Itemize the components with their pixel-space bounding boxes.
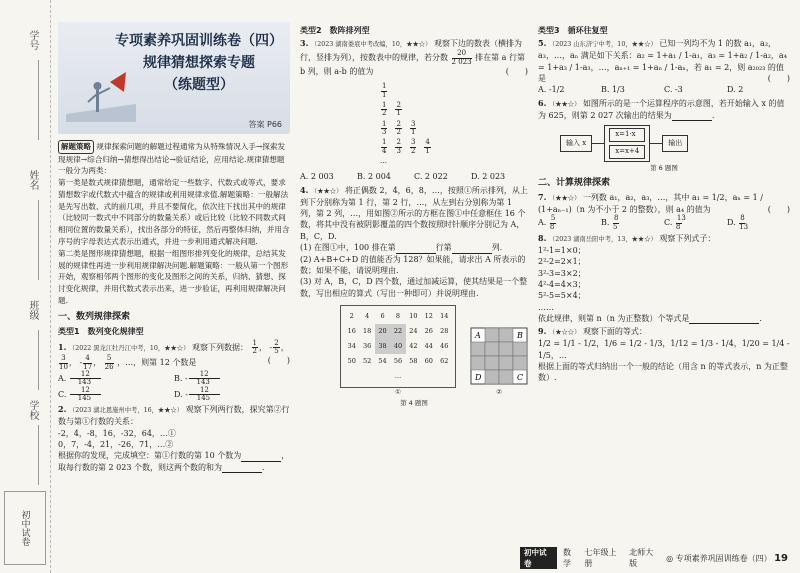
equation-line: 1²-1=1×0； — [538, 245, 586, 255]
question-text: ，…，则第 12 个数是 — [117, 358, 197, 368]
answer-paren: ( ) — [267, 356, 290, 366]
grid-cell: 44 — [424, 341, 433, 350]
grid-cell: 40 — [390, 339, 405, 354]
option-c[interactable]: C. $\frac{13}{8}$ — [664, 214, 686, 231]
question-text: 观察下面的等式： — [582, 327, 647, 337]
title-line3: （练题型） — [164, 76, 234, 93]
question-number: 4. — [300, 184, 309, 195]
option-b[interactable]: B. - $\frac{12}{143}$ — [174, 371, 290, 387]
option-d[interactable]: D. 2 023 — [471, 172, 506, 182]
flow-branch — [604, 125, 650, 162]
options — [58, 371, 290, 402]
grid-cell: 50 — [347, 356, 356, 365]
grid-cell: 22 — [390, 324, 405, 339]
grid-cell: 18 — [362, 326, 372, 335]
grid-cell: 60 — [424, 356, 433, 365]
option-a[interactable]: A. $\frac{12}{143}$ — [58, 371, 174, 387]
grid-cell: 6 — [380, 311, 385, 320]
section-heading: 一、数列规律探索 — [58, 311, 131, 322]
question-source: （2022 黑龙江牡丹江中考，10，★★☆） — [68, 344, 190, 352]
answer-blank[interactable] — [672, 112, 712, 121]
grid-cell: 8 — [395, 311, 401, 320]
question-number: 1. — [58, 341, 67, 352]
answer-paren: ( ) — [767, 204, 790, 214]
answer-blank[interactable] — [396, 245, 436, 254]
footer-title: ◎ 专项素养巩固训练卷（四） — [666, 553, 772, 563]
option-d[interactable]: D. $\frac{8}{13}$ — [727, 214, 749, 231]
question-number: 8. — [538, 232, 547, 243]
grid-cell: 20 — [375, 324, 390, 339]
strategy-tag: 解题策略 — [58, 140, 94, 154]
grid-cell: 42 — [409, 341, 418, 350]
footer-brand: 初中试卷 — [520, 547, 557, 569]
punct: . — [262, 462, 265, 472]
option-d[interactable]: D. 2 — [727, 85, 744, 95]
answer-paren: ( ) — [767, 74, 790, 84]
question-text: 将正偶数 2，4，6，8，…，按照①所示排列，从上到下分别称为第 1 行，第 2 行，…，从左到右分别称为第 1 列，第 2 列，…，用如图②所示的方框在图①中任意框住 16 个数，将其中没有被阴影覆盖的四个数按照时针顺序分别记为 A，B，C，D. — [300, 185, 528, 241]
question-number: 2. — [58, 404, 67, 415]
question-source: （2023 湖南娄底中考改编，10，★★☆） — [310, 41, 432, 49]
figure-title: 第 4 题图 — [400, 399, 428, 408]
subquestion-2: (2) A+B+C+D 的值能否为 128？如果能，请求出 A 所表示的数；如果不能，请说明理由. — [300, 254, 526, 275]
equation-line: 4²-4=4×3； — [538, 279, 586, 289]
answer-blank[interactable] — [222, 464, 262, 473]
fraction: $\frac{4}{17}$ — [83, 354, 93, 371]
page-footer — [520, 548, 800, 568]
grid-cell: 38 — [375, 339, 390, 354]
equation-line: 2²-2=2×1； — [538, 257, 586, 267]
binding-margin — [0, 0, 51, 573]
figure-caption-1: ① — [395, 387, 401, 396]
grid-cell: 16 — [347, 326, 356, 335]
grid-cell: 34 — [347, 341, 356, 350]
question-number: 5. — [538, 38, 547, 49]
grid-cell: 26 — [424, 326, 433, 335]
footer-edition: 北师大版 — [629, 548, 654, 568]
corner-label-c: C — [517, 372, 524, 382]
question-number: 3. — [300, 38, 309, 49]
title-block — [114, 32, 284, 96]
section-heading: 二、计算规律探索 — [538, 178, 611, 189]
title-line1: 专项素养巩固训练卷（四） — [115, 33, 283, 49]
option-a[interactable]: A. $\frac{5}{8}$ — [538, 214, 556, 231]
question-text: 根据上面的等式归纳出一个一般的结论（用含 n 的等式表示，n 为正整数）. — [538, 361, 788, 383]
flow-input-box: 输入 x — [560, 135, 592, 153]
arrow-icon — [592, 143, 604, 144]
answer-blank[interactable] — [689, 315, 759, 324]
publisher-logo: 初中试卷 — [4, 491, 46, 565]
grid-cell: 62 — [440, 356, 449, 365]
question-text: 根据你的发现，完成填空：第①行数的第 10 个数为 — [58, 451, 242, 461]
question-text: 如图所示的是一个运算程序的示意图，若开始输入 x 的值为 625，则第 2 027 次输出的结果为 — [538, 98, 785, 120]
fraction: $\frac{1}{2}$ — [252, 338, 257, 356]
difficulty-stars: （★★☆） — [310, 187, 343, 195]
grid-cell: 28 — [440, 326, 449, 335]
subquestion-1-text: 列. — [491, 243, 503, 253]
grid-cell: 10 — [409, 311, 418, 320]
difficulty-stars: （★☆☆） — [548, 329, 581, 337]
equation-line: 3²-3=3×2； — [538, 268, 586, 278]
option-c[interactable]: C. -3 — [664, 85, 683, 95]
subquestion-1-text: 行第 — [435, 243, 452, 253]
difficulty-stars: （★★☆） — [548, 100, 581, 108]
figure-4-2 — [470, 327, 528, 398]
fraction: $\frac{5}{26}$ — [104, 354, 114, 371]
question-6: 6. （★★☆） 如图所示的是一个运算程序的示意图，若开始输入 x 的值为 625，则第 2 027 次输出的结果为 . 输入 x x=1·x x=x+4 输出 第 6 题图 — [538, 98, 790, 173]
question-text: 观察下列两行数，探究第②行数与第①行数的关系： — [58, 405, 290, 427]
title-line2: 规律猜想探索专题 — [143, 54, 255, 71]
fill-line — [38, 425, 39, 485]
question-4 — [300, 185, 528, 409]
options — [538, 215, 790, 231]
fraction: $\frac{2}{5}$ — [274, 338, 279, 356]
question-text: 一列数 a₁，a₂，a₃，…，其中 a₁ = 1/2，aₙ = 1 / (1+aₙ₋₁)（n 为不小于 2 的整数），则 a₄ 的值为 — [538, 192, 763, 214]
field-class: 班级 — [27, 300, 38, 320]
grid-cell: 2 — [349, 311, 354, 320]
question-9 — [538, 326, 790, 383]
figure-4 — [340, 305, 528, 397]
options — [538, 84, 790, 95]
option-c[interactable]: C. 2 022 — [414, 172, 448, 182]
square-frame-icon — [470, 327, 528, 385]
grid-cell: 14 — [440, 311, 449, 320]
question-8 — [538, 233, 790, 324]
question-1: 1. （2022 黑龙江牡丹江中考，10，★★☆） 观察下列数据： $\frac{1}{2}$ ， - $\frac{2}{5}$ ， $\frac{3}{10}$ ， - $\frac{4}{17}$ ， $\frac{5}{26}$ ，…，则第 12 个数是 ( ) A. $\frac{12}{143}$ B. - $\frac{12}{143}$ C. $\frac{12}{145}$ D. - $\frac{12}{145}$ — [58, 338, 290, 403]
corner-label-d: D — [475, 372, 482, 382]
footer-grade: 七年级上册 — [584, 548, 617, 568]
option-b[interactable]: B. 2 004 — [357, 172, 391, 182]
flow-branch-1: x=1·x — [609, 128, 645, 142]
strategy-para2: 第一类是数式规律猜想题，通常给定一些数字、代数式或等式，要求猜想数字或代数式中蕴含的规律或利用规律求值.解题策略：一般解法是先写出数、式的前几项，并且不要简化，依次往下找出其中的规律（比较同一数式中不同部分的数量关系）或后比较（比较不同数式间相同位置的数量关系），找出各部分的特征，然后再整体归纳，并用含序号的字母表达式表示出通式，并进一步利用通式解决问题. — [58, 178, 290, 246]
option-a[interactable]: A. 2 003 — [300, 172, 334, 182]
option-a[interactable]: A. -1/2 — [538, 85, 565, 95]
fraction: $\frac{3}{10}$ — [59, 354, 68, 371]
ellipsis: … — [380, 157, 387, 166]
field-name: 姓名 — [27, 170, 38, 190]
question-source: （2023 湖南岳阳中考，13，★★☆） — [548, 235, 657, 243]
answer-reference: 答案 P66 — [248, 119, 282, 129]
strategy-block — [58, 140, 290, 307]
fraction: $\frac{20}{2 023}$ — [451, 49, 472, 66]
title-banner — [58, 22, 290, 134]
grid-cell: 54 — [378, 356, 387, 365]
type-heading: 类型1 数列变化规律型 — [58, 327, 144, 337]
arrow-icon — [650, 143, 662, 144]
option-d[interactable]: D. - $\frac{12}{145}$ — [174, 387, 290, 403]
grid-cell: 12 — [424, 311, 433, 320]
flowchart — [560, 125, 790, 162]
flow-branch-2: x=x+4 — [609, 145, 645, 159]
answer-blank[interactable] — [241, 453, 281, 462]
subquestion-3: (3) 对 A，B，C，D 四个数，通过加减运算，使其结果是一个整数，写出相应的算式（写出一种即可）并说明理由. — [300, 277, 528, 298]
question-number: 6. — [538, 97, 547, 108]
grid-cell: 58 — [409, 356, 418, 365]
option-b[interactable]: B. $\frac{8}{5}$ — [601, 214, 619, 231]
equation-line: …… — [538, 302, 554, 312]
question-source: （2023 湖北恩施州中考，16，★★☆） — [68, 407, 184, 415]
question-5 — [538, 38, 790, 95]
fill-line — [38, 60, 39, 140]
grid-ellipsis: … — [394, 371, 402, 380]
fraction-triangle: $\frac{1}{1}$ $\frac{1}{2}$ $\frac{2}{1}$ $\frac{1}{3}$ $\frac{2}{2}$ $\frac{3}{1}$ $\frac{1}{4}$ $\frac{2}{3}$ $\frac{3}{2}$ $\frac{4}{1}$ … — [380, 83, 528, 165]
grid-cell: 4 — [365, 311, 370, 320]
punct: . — [759, 313, 762, 323]
fill-line — [38, 200, 39, 280]
column-middle — [300, 22, 528, 410]
grid-cell: 46 — [440, 341, 449, 350]
number-grid — [340, 305, 456, 388]
footer-subject: 数学 — [563, 548, 571, 568]
fill-line — [38, 330, 39, 390]
page-number: 19 — [774, 552, 789, 564]
question-text: 排在第 a 行第 b 列，则 a-b 的值为 — [300, 53, 525, 76]
option-c[interactable]: C. $\frac{12}{145}$ — [58, 387, 174, 403]
sequence-row-1: -2，4，-8，16，-32，64，…① — [58, 428, 176, 438]
option-b[interactable]: B. 1/3 — [601, 85, 625, 95]
field-student-id: 学号 — [27, 30, 38, 50]
column-right — [538, 22, 790, 386]
flow-output-box: 输出 — [662, 135, 688, 153]
figure-title: 第 6 题图 — [650, 163, 678, 172]
question-text: 观察下列数据： — [191, 342, 248, 352]
subquestion-1: (1) 在图①中，100 排在第 — [300, 243, 396, 253]
field-school: 学校 — [27, 400, 38, 420]
question-number: 9. — [538, 326, 547, 337]
answer-paren: ( ) — [505, 66, 528, 76]
question-7 — [538, 192, 790, 231]
options — [300, 171, 528, 182]
grid-cell: 52 — [362, 356, 372, 365]
question-text: 依此规律，则第 n（n 为正整数）个等式是 — [538, 313, 690, 323]
question-3 — [300, 38, 528, 182]
column-left — [58, 22, 290, 475]
grid-cell: 56 — [393, 356, 403, 365]
grid-cell: 24 — [409, 326, 418, 335]
strategy-para1: 规律探索问题的解题过程通常为从特殊情况入手→探索发现规律→综合归纳→猜想得出结论→验证结论，应用结论.规律猜想题一般分为两类： — [58, 142, 286, 176]
grid-cell: 36 — [362, 341, 372, 350]
corner-label-b: B — [517, 330, 523, 340]
question-number: 7. — [538, 191, 547, 202]
sequence-row-2: 0，7，-4，21，-26，71，…② — [58, 440, 174, 450]
figure-4-1 — [340, 305, 456, 397]
answer-blank[interactable] — [452, 245, 492, 254]
corner-label-a: A — [475, 330, 481, 340]
question-text: 观察下列式子： — [659, 233, 716, 243]
question-text: 观察下边的数表（横排为行，竖排为列），按数表中的规律，若分数 — [300, 39, 522, 63]
question-text: ，取每行数的第 2 023 个数，则这两个数的和为 — [58, 451, 290, 472]
strategy-para3: 第二类是图形规律猜想题，根据一组图形排列变化的规律，总结其发展的规律性再进一步利用规律解决问题.解题策略：一般从第一个图形开始，观察相邻两个图形的变化及图形之间的关系，归纳、猜想、探讨变化规律，并用代数式表示出来，进一步验证，再利用规律解决问题. — [58, 248, 289, 305]
question-source: （2023 山东济宁中考，10，★★☆） — [548, 41, 657, 49]
type-heading: 类型3 循环往复型 — [538, 26, 608, 35]
question-2 — [58, 404, 290, 473]
figure-caption-2: ② — [496, 387, 502, 396]
question-text: 已知一列均不为 1 的数 a₁，a₂，a₃，…，aₙ 满足如下关系：a₂ = 1+a₁ / 1-a₁，a₃ = 1+a₂ / 1-a₂，a₄ = 1+a₃ / 1-a₃，…，aₙ₊₁ = 1+aₙ / 1-aₙ，若 a₁ = 2，则 a₂₀₂₃ 的值是 — [538, 39, 787, 84]
equation-line: 1/2 = 1/1 - 1/2，1/6 = 1/2 - 1/3，1/12 = 1/3 - 1/4，1/20 = 1/4 - 1/5，… — [538, 339, 790, 360]
type-heading: 类型2 数阵排列型 — [300, 26, 370, 35]
equation-line: 5²-5=5×4； — [538, 291, 586, 301]
difficulty-stars: （★★☆） — [548, 194, 581, 202]
